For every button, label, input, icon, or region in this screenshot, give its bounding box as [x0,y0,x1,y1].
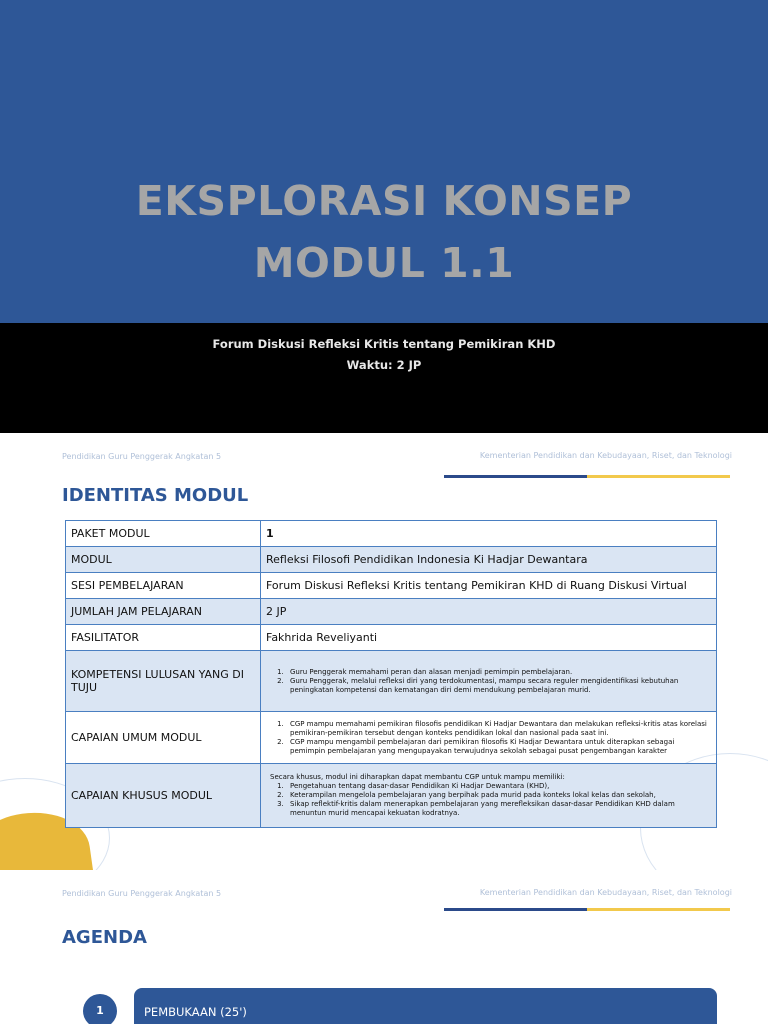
title-slide [0,0,768,433]
row-key: FASILITATOR [66,625,261,651]
section-title: IDENTITAS MODUL [62,485,249,506]
list-item: 2. CGP mampu mengambil pembelajaran dari pemikiran filosofis Ki Hadjar Dewantara untuk diterapkan sebagai pemimpin pembelajaran yang mengupayakan terwujudnya sekolah sebagai pusat pengembangan karakter [286,738,711,756]
capaian-khusus-list [266,782,711,818]
row-key: JUMLAH JAM PELAJARAN [66,599,261,625]
list-item: 2. Guru Penggerak, melalui refleksi diri yang terdokumentasi, mampu secara reguler mengidentifikasi kebutuhan peningkatan kompetensi dan kematangan diri demi mendukung pembelajaran murid. [286,677,711,695]
row-key: SESI PEMBELAJARAN [66,573,261,599]
header-ministry: Kementerian Pendidikan dan Kebudayaan, Riset, dan Teknologi [479,888,732,897]
row-key: CAPAIAN KHUSUS MODUL [66,764,261,828]
row-value [261,764,717,828]
list-item: 1. CGP mampu memahami pemikiran filosofis pendidikan Ki Hadjar Dewantara dan melakukan refleksi-kritis atas korelasi pemikiran-pemikiran tersebut dengan konteks pendidikan lokal dan nasional pada saat ini. [286,720,711,738]
capaian-khusus-intro: Secara khusus, modul ini diharapkan dapat membantu CGP untuk mampu memiliki: [270,773,565,781]
slide-time: Waktu: 2 JP [346,358,422,372]
header-ministry: Kementerian Pendidikan dan Kebudayaan, Riset, dan Teknologi [479,451,732,460]
row-key: PAKET MODUL [66,521,261,547]
list-item: 1. Guru Penggerak memahami peran dan alasan menjadi pemimpin pembelajaran. [286,668,711,677]
slide-subtitle: Forum Diskusi Refleksi Kritis tentang Pemikiran KHD [212,337,556,351]
row-value [261,651,717,712]
table-row [66,521,717,547]
header-accent-bar [444,475,587,478]
list-item: 1. Pengetahuan tentang dasar-dasar Pendidikan Ki Hadjar Dewantara (KHD), [286,782,711,791]
agenda-slide [0,870,768,1024]
capaian-umum-list [266,720,711,756]
table-row [66,547,717,573]
table-row [66,712,717,764]
list-item: 2. Keterampilan mengelola pembelajaran yang berpihak pada murid pada konteks lokal kelas dan sekolah, [286,791,711,800]
row-value: 1 [261,521,717,547]
kompetensi-list [266,668,711,695]
list-item: 3. Sikap reflektif-kritis dalam menerapkan pembelajaran yang merefleksikan dasar-dasar Pendidikan KHD dalam menuntun murid mencapai kekuatan kodratnya. [286,800,711,818]
row-key: CAPAIAN UMUM MODUL [66,712,261,764]
row-value [261,712,717,764]
row-value: 2 JP [261,599,717,625]
table-row [66,764,717,828]
row-value: Refleksi Filosofi Pendidikan Indonesia Ki Hadjar Dewantara [261,547,717,573]
table-row [66,573,717,599]
table-row [66,651,717,712]
header-accent-bar [444,908,587,911]
agenda-item-label: PEMBUKAAN (25') [144,1005,247,1019]
slide-title [0,170,768,294]
row-key: KOMPETENSI LULUSAN YANG DI TUJU [66,651,261,712]
section-title: AGENDA [62,927,147,948]
header-program: Pendidikan Guru Penggerak Angkatan 5 [62,889,222,898]
row-key: MODUL [66,547,261,573]
table-row [66,625,717,651]
row-value: Forum Diskusi Refleksi Kritis tentang Pemikiran KHD di Ruang Diskusi Virtual [261,573,717,599]
slide-title-line1: EKSPLORASI KONSEP [135,177,633,225]
row-value: Fakhrida Reveliyanti [261,625,717,651]
header-program: Pendidikan Guru Penggerak Angkatan 5 [62,452,222,461]
identity-table [65,520,717,828]
header-accent-bar [587,908,730,911]
slide-title-line2: MODUL 1.1 [253,239,515,287]
identity-slide [0,433,768,870]
agenda-number-badge: 1 [83,994,117,1024]
table-row [66,599,717,625]
header-accent-bar [587,475,730,478]
